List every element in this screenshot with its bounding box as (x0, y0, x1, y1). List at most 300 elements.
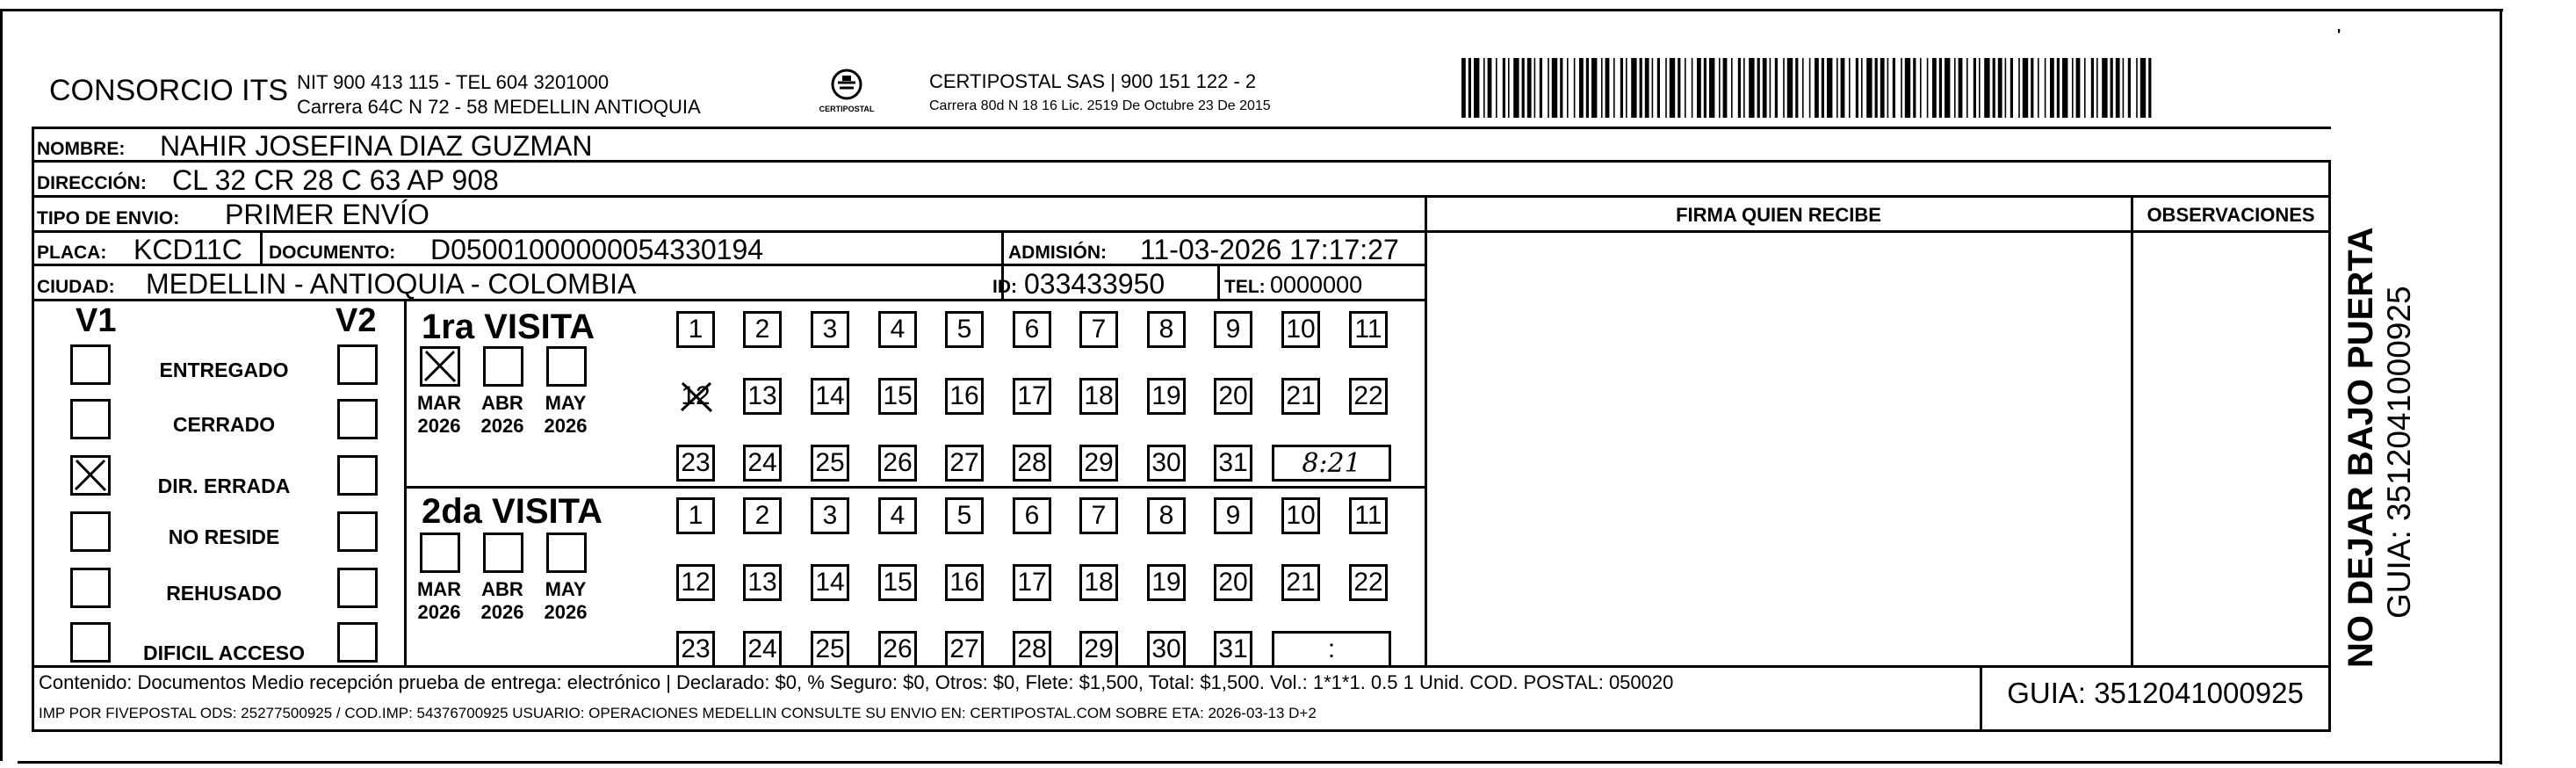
day-number: 3 (822, 315, 838, 344)
id-value: 033433950 (1024, 268, 1165, 300)
day-number: 8 (1158, 315, 1174, 344)
v2-checkbox-1[interactable] (337, 344, 378, 385)
certipostal-line1: CERTIPOSTAL SAS | 900 151 122 - 2 (929, 70, 1257, 92)
month-name: MAR (416, 578, 462, 600)
firma-header: FIRMA QUIEN RECIBE (1676, 204, 1881, 226)
day-box[interactable] (811, 631, 849, 668)
day-box[interactable] (1013, 378, 1051, 415)
day-box[interactable] (878, 631, 917, 668)
day-box[interactable] (1349, 497, 1388, 534)
barcode-bar (2005, 58, 2007, 118)
day-number: 23 (681, 634, 711, 663)
barcode-bar (1574, 58, 1576, 118)
barcode-bar (1723, 58, 1728, 118)
day-number: 11 (1354, 315, 1382, 344)
placa-label: PLACA: (37, 243, 107, 263)
day-box[interactable] (676, 497, 715, 534)
time-value: : (1327, 634, 1336, 663)
day-box[interactable] (811, 497, 849, 534)
month-label (476, 392, 529, 438)
day-number: 23 (681, 448, 711, 477)
ciudad-value: MEDELLIN - ANTIOQUIA - COLOMBIA (146, 268, 637, 300)
barcode-bar (2076, 58, 2081, 118)
status-option-label: CERRADO (172, 413, 276, 436)
barcode-bar (1920, 58, 1922, 118)
x-mark-icon (679, 380, 714, 414)
day-number: 7 (1091, 315, 1107, 344)
barcode-bar (1959, 58, 1963, 118)
day-box[interactable] (1079, 631, 1118, 668)
day-box[interactable] (1349, 311, 1388, 348)
day-number: 5 (956, 315, 972, 344)
day-box[interactable] (945, 378, 984, 415)
ciudad-label: CIUDAD: (37, 277, 115, 297)
barcode-bar (1645, 58, 1649, 118)
status-option-label: ENTREGADO (159, 359, 289, 381)
month-year: 2026 (480, 601, 524, 623)
day-box[interactable] (811, 311, 849, 348)
barcode-bar (2023, 58, 2028, 118)
v2-checkbox-5[interactable] (337, 568, 378, 608)
day-number: 17 (1017, 381, 1047, 410)
placa-value: KCD11C (133, 234, 242, 265)
v1-checkbox-1[interactable] (70, 344, 111, 385)
logo-caption: CERTIPOSTAL (819, 105, 875, 113)
day-number: 4 (890, 315, 906, 344)
day-box[interactable] (945, 445, 984, 482)
day-box[interactable] (878, 311, 917, 348)
barcode-bar (1503, 58, 1505, 118)
admision-value: 11-03-2026 17:17:27 (1140, 234, 1399, 265)
day-number: 27 (949, 448, 979, 477)
day-box[interactable] (743, 445, 782, 482)
barcode-bar (1743, 58, 1745, 118)
left-rule (32, 127, 34, 732)
day-number: 16 (949, 381, 979, 410)
day-box[interactable] (878, 378, 917, 415)
month-checkbox[interactable] (546, 533, 587, 573)
barcode-bar (1461, 58, 1466, 118)
day-box[interactable] (676, 631, 715, 668)
barcode-bar (1601, 58, 1603, 118)
barcode-bar (1579, 58, 1584, 118)
month-name: ABR (481, 392, 523, 414)
barcode-bar (1984, 58, 1989, 118)
barcode-bar (1827, 58, 1832, 118)
barcode-bar (2116, 58, 2120, 118)
obs-left-rule (2131, 195, 2133, 668)
day-box[interactable] (676, 311, 715, 348)
barcode-bar (1861, 58, 1863, 118)
day-number: 9 (1225, 501, 1241, 530)
day-number: 24 (747, 634, 777, 663)
footer-content: Contenido: Documentos Medio recepción prueba de entrega: electrónico | Declarado: $0, % Seguro: $0, Otros: $0, Flete: $1,500, Total: $1,500. Vol.: 1*1*1. 0.5 1 Unid. COD. POSTAL: 050020 (39, 671, 1674, 693)
observaciones-header: OBSERVACIONES (2147, 204, 2315, 226)
barcode-bar (2128, 58, 2131, 118)
status-option-label: DIFICIL ACCESO (142, 641, 305, 664)
month-checkbox[interactable] (420, 533, 460, 573)
top-border (0, 9, 2503, 11)
barcode-bar (1548, 58, 1549, 118)
day-number: 22 (1353, 568, 1383, 597)
day-number: 29 (1084, 448, 1114, 477)
v2-checkbox-4[interactable] (337, 511, 378, 552)
v2-checkbox-2[interactable] (337, 399, 378, 439)
barcode-bar (1875, 58, 1878, 118)
day-box[interactable] (1214, 631, 1252, 668)
day-box[interactable] (1281, 311, 1320, 348)
day-box[interactable] (743, 564, 782, 601)
month-year: 2026 (417, 601, 461, 623)
day-number: 2 (754, 315, 770, 344)
barcode-bar (1849, 58, 1851, 118)
day-box[interactable] (1079, 497, 1118, 534)
v1-checkbox-4[interactable] (70, 511, 111, 552)
day-box[interactable] (1147, 378, 1186, 415)
month-checkbox[interactable] (546, 346, 587, 387)
barcode-bar (1738, 58, 1741, 118)
v2-label: V2 (336, 302, 377, 339)
day-box[interactable] (1013, 311, 1051, 348)
day-number: 12 (681, 381, 711, 410)
barcode-bar (1534, 58, 1536, 118)
tel-value: 0000000 (1270, 272, 1363, 298)
day-box[interactable] (1281, 378, 1320, 415)
day-number: 1 (688, 501, 704, 530)
day-number: 5 (956, 501, 972, 530)
day-number: 14 (815, 381, 845, 410)
day-box[interactable] (878, 497, 917, 534)
time-box[interactable] (1272, 631, 1391, 668)
day-box[interactable] (1147, 631, 1186, 668)
second-visit-title: 2da VISITA (422, 492, 603, 531)
day-number: 31 (1218, 448, 1248, 477)
month-label (413, 392, 465, 438)
barcode-bar (1692, 58, 1693, 118)
company-line1: NIT 900 413 115 - TEL 604 3201000 (297, 71, 610, 93)
day-box[interactable] (1013, 445, 1051, 482)
day-box[interactable] (1214, 378, 1252, 415)
barcode-bar (1775, 58, 1778, 118)
time-box[interactable] (1272, 445, 1391, 482)
day-box[interactable] (1147, 311, 1186, 348)
company-name: CONSORCIO ITS (49, 74, 289, 107)
barcode-bar (1954, 58, 1956, 118)
day-box[interactable] (945, 497, 984, 534)
day-number: 21 (1286, 568, 1316, 597)
day-box[interactable] (1147, 445, 1186, 482)
side-warning: NO DEJAR BAJO PUERTA (2341, 227, 2380, 668)
side-guia: GUIA: 3512041000925 (2381, 286, 2417, 619)
v1-checkbox-6[interactable] (70, 622, 111, 663)
day-box[interactable] (945, 631, 984, 668)
barcode-bar (2140, 58, 2146, 118)
day-number: 3 (822, 501, 838, 530)
day-number: 20 (1218, 568, 1248, 597)
barcode-bar (1880, 58, 1885, 118)
barcode-bar (1670, 58, 1675, 118)
month-name: MAR (416, 392, 462, 414)
day-box[interactable] (1214, 311, 1252, 348)
tel-label: TEL: (1224, 277, 1266, 297)
id-label: ID: (992, 277, 1017, 297)
barcode-bar (1657, 58, 1660, 118)
day-box[interactable] (878, 564, 917, 601)
day-number: 28 (1017, 448, 1047, 477)
day-number: 24 (747, 448, 777, 477)
day-box[interactable] (1079, 378, 1118, 415)
day-box[interactable] (743, 497, 782, 534)
day-number: 29 (1084, 634, 1114, 663)
barcode-bar (1822, 58, 1824, 118)
day-number: 15 (883, 381, 913, 410)
month-label (539, 578, 592, 624)
day-number: 17 (1017, 568, 1047, 597)
day-number: 18 (1084, 381, 1114, 410)
barcode-bar (1795, 58, 1798, 118)
firma-left-rule (1425, 195, 1427, 668)
barcode-bar (1893, 58, 1895, 118)
day-number: 30 (1151, 448, 1181, 477)
day-box[interactable] (878, 445, 917, 482)
barcode-bar (1973, 58, 1976, 118)
bottom-border (18, 761, 2502, 764)
day-number: 13 (747, 568, 777, 597)
day-number: 16 (949, 568, 979, 597)
barcode-bar (1719, 58, 1721, 118)
tipo-envio-value: PRIMER ENVÍO (225, 199, 429, 230)
day-number: 11 (1354, 501, 1382, 530)
barcode-bar (1993, 58, 1995, 118)
day-box[interactable] (743, 378, 782, 415)
barcode-bar (1474, 58, 1479, 118)
barcode-bar (2057, 58, 2060, 118)
certipostal-line2: Carrera 80d N 18 16 Lic. 2519 De Octubre 23 De 2015 (929, 98, 1271, 113)
day-box[interactable] (676, 378, 715, 415)
barcode-bar (2091, 58, 2094, 118)
month-year: 2026 (480, 415, 524, 437)
day-box[interactable] (1349, 564, 1388, 601)
day-box[interactable] (1013, 564, 1051, 601)
barcode-bar (1809, 58, 1811, 118)
month-year: 2026 (417, 415, 461, 437)
day-number: 26 (883, 448, 913, 477)
barcode-bar (2084, 58, 2086, 118)
status-option-label: NO RESIDE (168, 525, 280, 548)
day-number: 22 (1353, 381, 1383, 410)
corner-mark: ' (2337, 26, 2341, 44)
day-number: 6 (1024, 501, 1040, 530)
barcode-bar (1787, 58, 1793, 118)
barcode-bar (1522, 58, 1525, 118)
right-rule (2328, 160, 2331, 732)
day-box[interactable] (676, 564, 715, 601)
day-number: 2 (754, 501, 770, 530)
documento-label: DOCUMENTO: (269, 243, 396, 263)
day-box[interactable] (676, 445, 715, 482)
day-box[interactable] (1214, 445, 1252, 482)
barcode-bar (2102, 58, 2107, 118)
barcode-bar (1901, 58, 1902, 118)
barcode-bar (1613, 58, 1615, 118)
barcode-bar (1678, 58, 1680, 118)
month-name: ABR (481, 578, 523, 600)
day-box[interactable] (945, 564, 984, 601)
day-number: 18 (1084, 568, 1114, 597)
day-number: 4 (890, 501, 906, 530)
barcode-bar (1488, 58, 1492, 118)
barcode-bar (1631, 58, 1636, 118)
barcode-bar (1783, 58, 1785, 118)
barcode-bar (1496, 58, 1497, 118)
status-option-label: DIR. ERRADA (157, 475, 291, 497)
barcode-bar (1620, 58, 1623, 118)
barcode-bar (1697, 58, 1701, 118)
right-border (2500, 9, 2502, 764)
barcode-bar (2038, 58, 2039, 118)
barcode-bar (1540, 58, 1542, 118)
barcode-bar (1626, 58, 1627, 118)
barcode-bar (1887, 58, 1889, 118)
rule-1 (32, 127, 2331, 129)
barcode-bar (1731, 58, 1733, 118)
barcode (1460, 58, 2159, 118)
day-number: 10 (1286, 501, 1316, 530)
direccion-label: DIRECCIÓN: (37, 173, 147, 193)
barcode-bar (2096, 58, 2098, 118)
v1-checkbox-5[interactable] (70, 568, 111, 608)
day-box[interactable] (1214, 497, 1252, 534)
day-box[interactable] (743, 311, 782, 348)
day-box[interactable] (1013, 631, 1051, 668)
barcode-bar (1468, 58, 1471, 118)
barcode-bar (1591, 58, 1597, 118)
day-number: 26 (883, 634, 913, 663)
barcode-bar (1508, 58, 1510, 118)
barcode-bar (1527, 58, 1532, 118)
id-tel-divider (1217, 264, 1220, 299)
barcode-bar (1749, 58, 1754, 118)
barcode-bar (2072, 58, 2074, 118)
barcode-bar (2018, 58, 2020, 118)
first-visit-title: 1ra VISITA (422, 308, 595, 346)
day-box[interactable] (811, 378, 849, 415)
month-label (539, 392, 592, 438)
day-number: 1 (688, 315, 704, 344)
day-number: 8 (1158, 501, 1174, 530)
day-box[interactable] (1214, 564, 1252, 601)
day-box[interactable] (743, 631, 782, 668)
tipo-envio-label: TIPO DE ENVIO: (37, 208, 180, 228)
barcode-bar (1966, 58, 1968, 118)
month-checkbox[interactable] (483, 346, 523, 387)
barcode-bar (1770, 58, 1771, 118)
barcode-bar (1836, 58, 1838, 118)
v1-checkbox-2[interactable] (70, 399, 111, 439)
barcode-bar (1567, 58, 1569, 118)
barcode-bar (1913, 58, 1916, 118)
day-box[interactable] (1147, 564, 1186, 601)
visit-divider (404, 299, 407, 666)
barcode-bar (2111, 58, 2113, 118)
barcode-bar (1513, 58, 1519, 118)
status-option-label: REHUSADO (166, 582, 282, 605)
barcode-bar (1640, 58, 1642, 118)
day-box[interactable] (811, 564, 849, 601)
barcode-bar (1905, 58, 1910, 118)
day-number: 14 (815, 568, 845, 597)
barcode-bar (1560, 58, 1562, 118)
barcode-bar (1939, 58, 1942, 118)
day-box[interactable] (945, 311, 984, 348)
barcode-bar (2136, 58, 2138, 118)
month-checkbox[interactable] (420, 346, 460, 387)
barcode-bar (1704, 58, 1707, 118)
barcode-bar (1709, 58, 1714, 118)
rule-bottom (32, 729, 2331, 732)
month-year: 2026 (544, 601, 588, 623)
day-box[interactable] (1079, 564, 1118, 601)
barcode-bar (1932, 58, 1937, 118)
day-box[interactable] (1079, 445, 1118, 482)
company-info (297, 70, 701, 120)
guia-number: GUIA: 3512041000925 (2007, 677, 2304, 709)
side-text (2341, 141, 2418, 668)
guia-top (1980, 665, 2331, 668)
day-box[interactable] (1281, 564, 1320, 601)
day-number: 13 (747, 381, 777, 410)
placa-doc-divider (260, 230, 263, 265)
day-number: 27 (949, 634, 979, 663)
day-number: 20 (1218, 381, 1248, 410)
barcode-bar (1841, 58, 1845, 118)
company-line2: Carrera 64C N 72 - 58 MEDELLIN ANTIOQUIA (297, 96, 701, 118)
v2-checkbox-6[interactable] (337, 622, 378, 663)
day-number: 21 (1286, 381, 1316, 410)
day-number: 15 (883, 568, 913, 597)
v2-checkbox-3[interactable] (337, 455, 378, 496)
day-box[interactable] (811, 445, 849, 482)
barcode-bar (1552, 58, 1557, 118)
v1-checkbox-3[interactable] (70, 455, 111, 496)
documento-value: D05001000000054330194 (430, 234, 764, 265)
day-box[interactable] (1079, 311, 1118, 348)
month-label (476, 578, 529, 624)
barcode-bar (1757, 58, 1760, 118)
month-year: 2026 (544, 415, 588, 437)
day-number: 28 (1017, 634, 1047, 663)
barcode-bar (1763, 58, 1767, 118)
barcode-bar (1998, 58, 2002, 118)
day-box[interactable] (1349, 378, 1388, 415)
day-number: 9 (1225, 315, 1241, 344)
month-checkbox[interactable] (483, 533, 523, 573)
barcode-bar (1586, 58, 1589, 118)
month-name: MAY (545, 392, 587, 414)
barcode-bar (1652, 58, 1654, 118)
day-box[interactable] (1281, 497, 1320, 534)
barcode-bar (2010, 58, 2013, 118)
barcode-bar (1802, 58, 1804, 118)
logo-icon (829, 67, 864, 102)
v1-label: V1 (76, 302, 117, 339)
nombre-label: NOMBRE: (37, 139, 126, 159)
barcode-bar (2050, 58, 2054, 118)
day-box[interactable] (1147, 497, 1186, 534)
day-number: 7 (1091, 501, 1107, 530)
day-box[interactable] (1013, 497, 1051, 534)
day-number: 31 (1218, 634, 1248, 663)
